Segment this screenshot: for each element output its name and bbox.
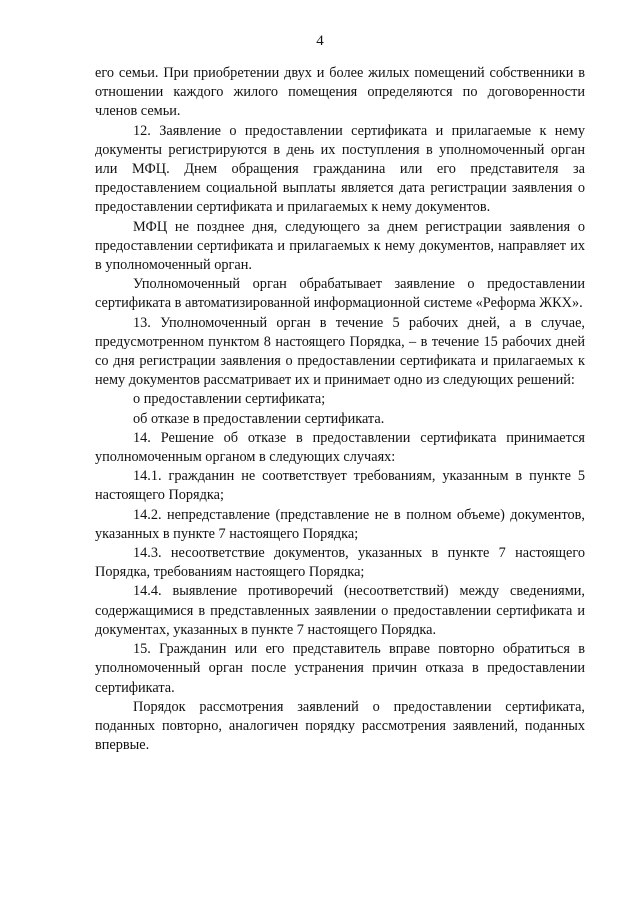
paragraph-13-decision-refuse: об отказе в предоставлении сертификата. [133,410,385,427]
document-body [95,64,585,755]
paragraph-13-decision-grant: о предоставлении сертификата; [133,391,326,408]
paragraph-reforma-processing: Уполномоченный орган обрабатывает заявление о предоставлении сертификата в автоматизированной информационной системе «Реформа ЖКХ». [95,276,585,312]
paragraph-repeat-procedure: Порядок рассмотрения заявлений о предоставлении сертификата, поданных повторно, аналогичен порядку рассмотрения заявлений, поданных впервые. [95,698,585,754]
paragraph-14-3: 14.3. несоответствие документов, указанных в пункте 7 настоящего Порядка, требованиям настоящего Порядка; [95,545,585,581]
paragraph-14-4: 14.4. выявление противоречий (несоответствий) между сведениями, содержащимися в представленных заявлении о предоставлении сертификата и документах, указанных в пункте 7 настоящего Порядка. [95,583,585,638]
paragraph-mfc-forwarding: МФЦ не позднее дня, следующего за днем регистрации заявления о предоставлении сертификата и прилагаемых к нему документов, направляет их в уполномоченный орган. [95,218,585,274]
paragraph-family-ownership: его семьи. При приобретении двух и более жилых помещений собственники в отношении каждого жилого помещения определяются по договоренности членов семьи. [95,65,585,120]
page-number: 4 [316,33,324,49]
paragraph-14-2: 14.2. непредставление (представление не в полном объеме) документов, указанных в пункте 7 настоящего Порядка; [95,506,585,542]
paragraph-13-review: 13. Уполномоченный орган в течение 5 рабочих дней, а в случае, предусмотренном пунктом 8 настоящего Порядка, – в течение 15 рабочих дней со дня регистрации заявления о предоставлении сертификата и прилагаемых к нему документов рассматривает их и принимает одно из следующих решений: [95,314,585,389]
paragraph-12-registration: 12. Заявление о предоставлении сертификата и прилагаемые к нему документы регистрируются в день их поступления в уполномоченный орган или МФЦ. Днем обращения гражданина или его представителя за предоставлением социальной выплаты является дата регистрации заявления о предоставлении сертификата и прилагаемых к нему документов. [95,122,585,216]
paragraph-14-1: 14.1. гражданин не соответствует требованиям, указанным в пункте 5 настоящего Порядка; [95,468,585,504]
paragraph-14-refusal: 14. Решение об отказе в предоставлении сертификата принимается уполномоченным органом в следующих случаях: [95,429,585,466]
paragraph-15-reapply: 15. Гражданин или его представитель вправе повторно обратиться в уполномоченный орган после устранения причин отказа в предоставлении сертификата. [95,641,585,696]
